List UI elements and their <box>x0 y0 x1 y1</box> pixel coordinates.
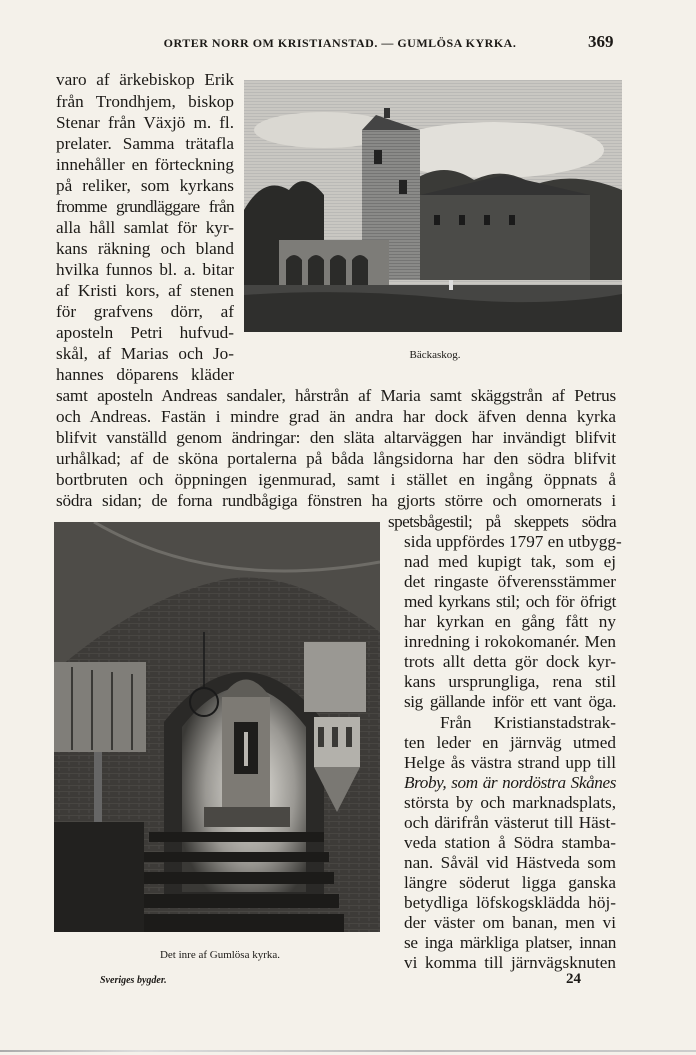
text-line: kans räkning och bland <box>56 239 234 258</box>
text-line: se inga märkliga platser, innan <box>404 933 616 952</box>
text-line: fromme grundläggare från <box>56 197 234 216</box>
text-line: hvilka funnos bl. a. bitar <box>56 260 234 279</box>
text-line: längre söderut ligga ganska <box>404 872 616 892</box>
gumlosa-interior-photo <box>54 522 380 932</box>
text-line: skål, af Marias och Jo- <box>56 344 234 363</box>
text-line: på reliker, som kyrkans <box>56 176 234 195</box>
text-line: med kyrkans stil; och för öfrigt <box>404 592 616 612</box>
text-line: kans ursprungliga, rena stil <box>404 672 616 692</box>
text-line: af Kristi kors, af stenen <box>56 281 234 300</box>
scan-edge <box>0 1050 696 1052</box>
text-line: veda station å Södra stamba- <box>404 832 616 852</box>
text-line: der väster om banan, men vi <box>404 912 616 932</box>
text-line: från Trondhjem, biskop <box>56 92 234 111</box>
text-line: innehåller en förteckning <box>56 155 234 174</box>
text-line: urhålkad; af de sköna portalerna på båda långsidorna har den södra blifvit <box>56 449 616 468</box>
text-line: trots allt detta gör dock kyr- <box>404 652 616 672</box>
text-line: hannes döparens kläder <box>56 365 234 384</box>
text-line: har kyrkan en gång fått ny <box>404 612 616 632</box>
text-line: aposteln Petri hufvud- <box>56 323 234 342</box>
running-header: ORTER NORR OM KRISTIANSTAD. — GUMLÖSA KYRKA. <box>163 36 517 50</box>
figure-caption-backaskog: Bäckaskog. <box>409 349 461 361</box>
signature-mark: Sveriges bygder. <box>100 975 167 986</box>
text-line: och Andreas. Fastän i mindre grad än andra har dock äfven denna kyrka <box>56 407 616 426</box>
figure-caption-interior: Det inre af Gumlösa kyrka. <box>159 949 281 961</box>
text-line: samt aposteln Andreas sandaler, hårstrån af Maria samt skäggstrån af Petrus <box>56 386 616 405</box>
page-number: 369 <box>588 32 614 51</box>
text-line: ten leder en järnväg utmed <box>404 732 616 752</box>
text-line: varo af ärkebiskop Erik <box>56 70 234 89</box>
text-line: alla håll samlat för kyr- <box>56 218 234 237</box>
text-line: det ringaste öfverensstämmer <box>404 572 616 592</box>
text-line: Helge ås västra strand upp till <box>404 752 616 772</box>
text-line: blifvit vanställd genom ändringar: den släta altarväggen har invändigt blifvit <box>56 428 616 447</box>
text-line: största by och marknadsplats, <box>404 792 616 812</box>
text-line: nad med kupigt tak, som ej <box>404 552 616 572</box>
backaskog-engraving <box>244 80 622 332</box>
text-line-broby: Broby, som är nordöstra Skånes <box>404 772 616 792</box>
text-line: spetsbågestil; på skeppets södra <box>388 512 616 531</box>
text-line: vi komma till järnvägsknuten <box>404 953 616 972</box>
text-line: prelater. Samma trätafla <box>56 134 234 153</box>
text-line: södra sidan; de forna rundbågiga fönstren ha gjorts större och omornerats i <box>56 491 616 510</box>
sheet-number: 24 <box>566 971 581 987</box>
text-line: inredning i rokokomanér. Men <box>404 632 616 652</box>
text-line: betydliga löfskogsklädda höj- <box>404 892 616 912</box>
text-line: Från Kristianstadstrak- <box>440 712 616 732</box>
text-line: Stenar från Växjö m. fl. <box>56 113 234 132</box>
text-line: sig gällande inför ett vant öga. <box>404 692 616 712</box>
text-line: sida uppfördes 1797 en utbygg- <box>404 532 622 551</box>
text-line: nan. Såväl vid Hästveda som <box>404 852 616 872</box>
text-line: bortbruten och öppningen igenmurad, samt i stället en ingång öppnats å <box>56 470 616 489</box>
text-line: för grafvens dörr, af <box>56 302 234 321</box>
text-line: och därifrån västerut till Häst- <box>404 812 616 832</box>
